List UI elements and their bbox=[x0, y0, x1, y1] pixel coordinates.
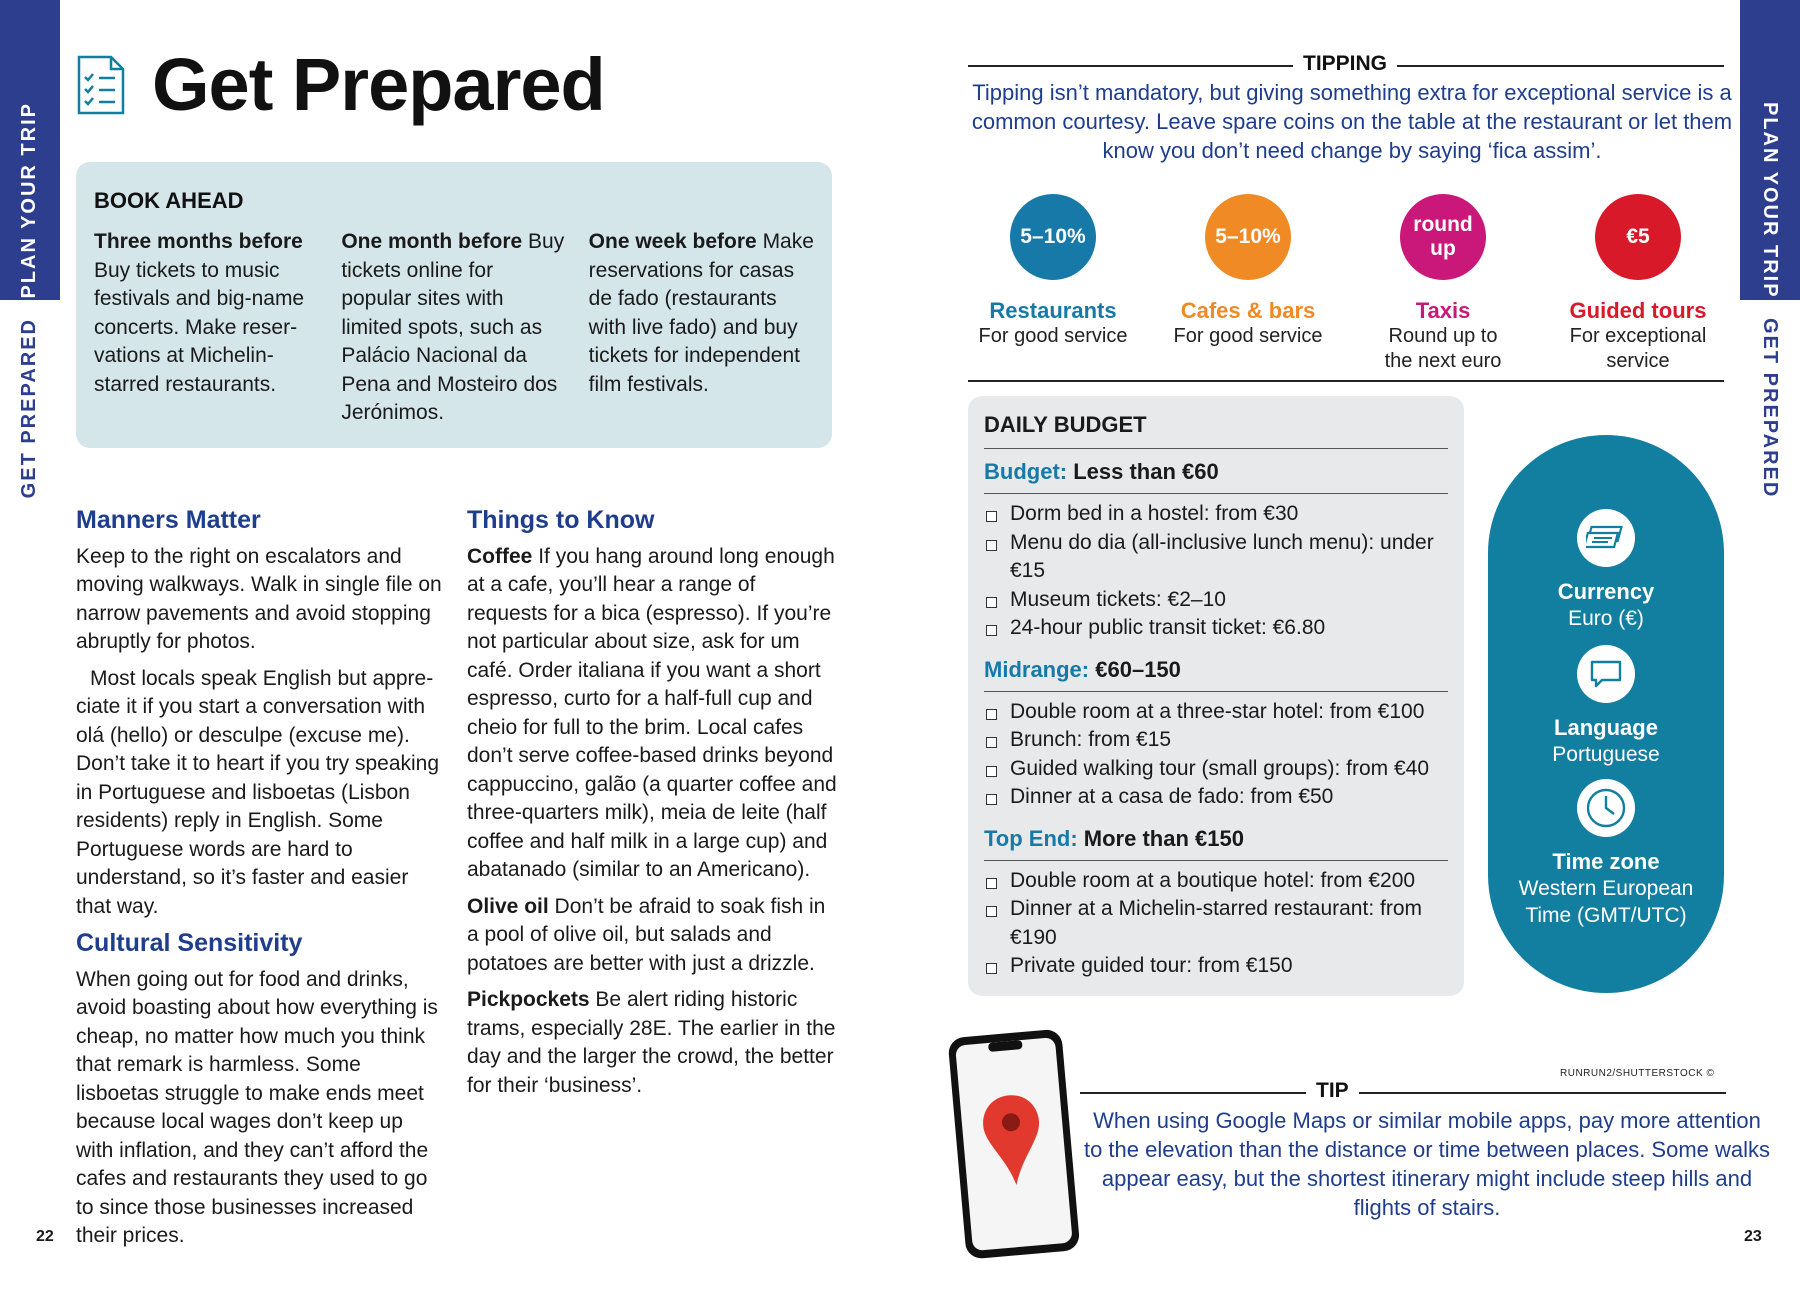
budget-tier-range: €60–150 bbox=[1095, 656, 1181, 682]
budget-heading: DAILY BUDGET bbox=[984, 412, 1448, 449]
phone-map-image bbox=[945, 1025, 1085, 1265]
checklist-icon bbox=[75, 55, 127, 115]
pickpockets-paragraph bbox=[467, 986, 837, 1100]
daily-budget-box bbox=[968, 396, 1464, 996]
clock-icon bbox=[1577, 779, 1635, 837]
info-head: Time zone bbox=[1552, 849, 1660, 874]
tip-label: Taxis bbox=[1415, 298, 1471, 323]
coffee-lead: Coffee bbox=[467, 544, 533, 568]
tip-badge: 5–10% bbox=[1010, 194, 1096, 280]
list-item: Dinner at a casa de fado: from €50 bbox=[984, 783, 1448, 812]
budget-tier-label: Top End: bbox=[984, 825, 1078, 851]
tip-sub: For good service bbox=[978, 325, 1128, 347]
tip-item-restaurants bbox=[958, 194, 1148, 349]
tipping-heading: TIPPING bbox=[1293, 52, 1397, 76]
book-ahead-box bbox=[76, 162, 832, 448]
book-ahead-column bbox=[589, 228, 814, 428]
budget-tier-range: Less than €60 bbox=[1073, 459, 1219, 484]
tip-heading: TIP bbox=[1306, 1079, 1359, 1103]
tip-sub: For exceptional service bbox=[1569, 325, 1707, 372]
budget-tier-heading bbox=[984, 816, 1448, 861]
tipping-text: Tipping isn’t mandatory, but giving something extra for exceptional service is a common courtesy. Leave spare coins on the table at the restaurant or let them know you don’t need change by saying ‘fica assim’. bbox=[971, 80, 1733, 163]
info-time-zone bbox=[1488, 779, 1724, 929]
tip-sub: For good service bbox=[1173, 325, 1323, 347]
list-item: Menu do dia (all-inclusive lunch menu): under €15 bbox=[984, 529, 1448, 586]
tip-sub: Round up to the next euro bbox=[1384, 325, 1502, 372]
budget-list bbox=[984, 861, 1448, 985]
book-ahead-lead: One week before bbox=[588, 230, 757, 253]
info-pill bbox=[1488, 435, 1724, 993]
left-section-label: PLAN YOUR TRIP bbox=[18, 102, 40, 299]
tipping-bottom-rule bbox=[968, 380, 1724, 382]
budget-tier-label: Midrange: bbox=[984, 656, 1090, 682]
budget-tier-heading bbox=[984, 647, 1448, 692]
book-ahead-lead: Three months before bbox=[94, 230, 303, 253]
list-item: 24-hour public transit ticket: €6.80 bbox=[984, 614, 1448, 643]
tip-badge: €5 bbox=[1595, 194, 1681, 280]
info-value: Euro (€) bbox=[1568, 607, 1644, 630]
tip-label: Cafes & bars bbox=[1180, 298, 1316, 323]
list-item: Dinner at a Michelin-starred restaurant: from €190 bbox=[984, 895, 1448, 952]
tip-item-guided-tours bbox=[1543, 194, 1733, 374]
info-value: Western European Time (GMT/UTC) bbox=[1518, 877, 1694, 927]
manners-paragraph: Most locals speak English but appreciate it if you start a conversation with olá (hello) or desculpe (excuse me). Don’t take it to heart if you try speaking in Portuguese and lisboetas (Lisbon residents) reply in English. Some Portuguese words are hard to understand, so it’s faster and easier that way. bbox=[76, 666, 440, 918]
olive-lead: Olive oil bbox=[467, 894, 549, 918]
info-head: Currency bbox=[1557, 579, 1655, 604]
book-ahead-text: Buy tickets online for popular sites with limited spots, such as Palácio Nacional da Pena and Mosteiro dos Jerónimos. bbox=[341, 230, 565, 424]
budget-tier-heading bbox=[984, 449, 1448, 494]
budget-tier-range: More than €150 bbox=[1083, 825, 1244, 851]
manners-heading: Manners Matter bbox=[76, 506, 261, 534]
tip-badge: round up bbox=[1400, 194, 1486, 280]
left-section-tab bbox=[0, 0, 60, 300]
book-ahead-column bbox=[94, 228, 319, 428]
things-heading: Things to Know bbox=[467, 506, 655, 534]
middle-text-column bbox=[467, 506, 837, 1108]
budget-list bbox=[984, 692, 1448, 816]
book-ahead-text: Buy tickets to music festivals and big-name concerts. Make reservations at Michelin-starred restaurants. bbox=[94, 258, 305, 396]
right-subsection-label: GET PREPARED bbox=[1759, 318, 1781, 499]
manners-paragraph: Keep to the right on escalators and moving walkways. Walk in single file on narrow pavements and avoid stopping abruptly for photos. bbox=[76, 544, 442, 653]
budget-tier-label: Budget: bbox=[984, 459, 1068, 484]
right-section-tab bbox=[1740, 0, 1800, 300]
list-item: Brunch: from €15 bbox=[984, 726, 1448, 755]
list-item: Private guided tour: from €150 bbox=[984, 952, 1448, 981]
tip-badge: 5–10% bbox=[1205, 194, 1291, 280]
tip-label: Guided tours bbox=[1569, 298, 1707, 323]
info-head: Language bbox=[1554, 715, 1658, 740]
book-ahead-lead: One month before bbox=[341, 230, 523, 253]
right-page-number: 23 bbox=[1744, 1228, 1762, 1245]
list-item: Double room at a boutique hotel: from €200 bbox=[984, 867, 1448, 896]
list-item: Double room at a three-star hotel: from €100 bbox=[984, 698, 1448, 727]
banknotes-icon bbox=[1577, 509, 1635, 567]
tip-item-cafes bbox=[1153, 194, 1343, 349]
right-section-label: PLAN YOUR TRIP bbox=[1759, 102, 1781, 299]
list-item: Museum tickets: €2–10 bbox=[984, 586, 1448, 615]
info-language bbox=[1488, 645, 1724, 768]
tip-rule bbox=[1080, 1092, 1726, 1094]
coffee-text: If you hang around long enough at a cafe, you’ll hear a range of requests for a bica (espresso). If you’re not particular about size, ask for um café. Order italiana if you want a short espresso, curto for a half-full cup and cheio for full to the brim. Local cafes don’t serve coffee-based drinks beyond cappuccino, galão (a quarter coffee and three-quarters milk), meia de leite (half coffee and half milk in a large cup) and abatanado (similar to an Americano). bbox=[467, 544, 837, 881]
cultural-heading: Cultural Sensitivity bbox=[76, 929, 303, 957]
list-item: Dorm bed in a hostel: from €30 bbox=[984, 500, 1448, 529]
pickpockets-text: Be alert riding historic trams, especially 28E. The earlier in the day and the larger the crowd, the better for their ‘business’. bbox=[467, 988, 836, 1097]
tip-label: Restaurants bbox=[989, 298, 1117, 323]
left-subsection-label: GET PREPARED bbox=[18, 318, 40, 499]
pickpockets-lead: Pickpockets bbox=[467, 988, 590, 1011]
book-ahead-column bbox=[341, 228, 566, 428]
tip-item-taxis bbox=[1348, 194, 1538, 374]
left-page-number: 22 bbox=[36, 1228, 54, 1245]
speech-bubble-icon bbox=[1577, 645, 1635, 703]
olive-text: Don’t be afraid to soak fish in a pool of olive oil, but salads and potatoes are better with just a drizzle. bbox=[467, 894, 826, 975]
budget-list bbox=[984, 494, 1448, 647]
list-item: Guided walking tour (small groups): from €40 bbox=[984, 755, 1448, 784]
cultural-paragraph: When going out for food and drinks, avoid boasting about how everything is cheap, no matter how much you think that remark is harmless. Some lisboetas struggle to make ends meet because local wages don’t keep up with inflation, and they can’t afford the cafes and restaurants they used to go to since those businesses increased their prices. bbox=[76, 967, 438, 1247]
tip-text: When using Google Maps or similar mobile apps, pay more attention to the elevation than the distance or time between places. Some walks appear easy, but the shortest itinerary might include steep hills and flights of stairs. bbox=[1083, 1108, 1771, 1220]
olive-paragraph bbox=[467, 893, 837, 979]
info-value: Portuguese bbox=[1552, 743, 1660, 766]
book-ahead-text: Make reservations for casas de fado (restaurants with live fado) and buy tickets for independent film festivals. bbox=[588, 230, 814, 396]
page-title: Get Prepared bbox=[152, 43, 605, 126]
coffee-paragraph bbox=[467, 543, 837, 885]
info-currency bbox=[1488, 509, 1724, 632]
photo-credit: RUNRUN2/SHUTTERSTOCK © bbox=[1560, 1068, 1715, 1079]
book-ahead-heading: BOOK AHEAD bbox=[94, 188, 244, 213]
left-text-column bbox=[76, 506, 442, 1259]
